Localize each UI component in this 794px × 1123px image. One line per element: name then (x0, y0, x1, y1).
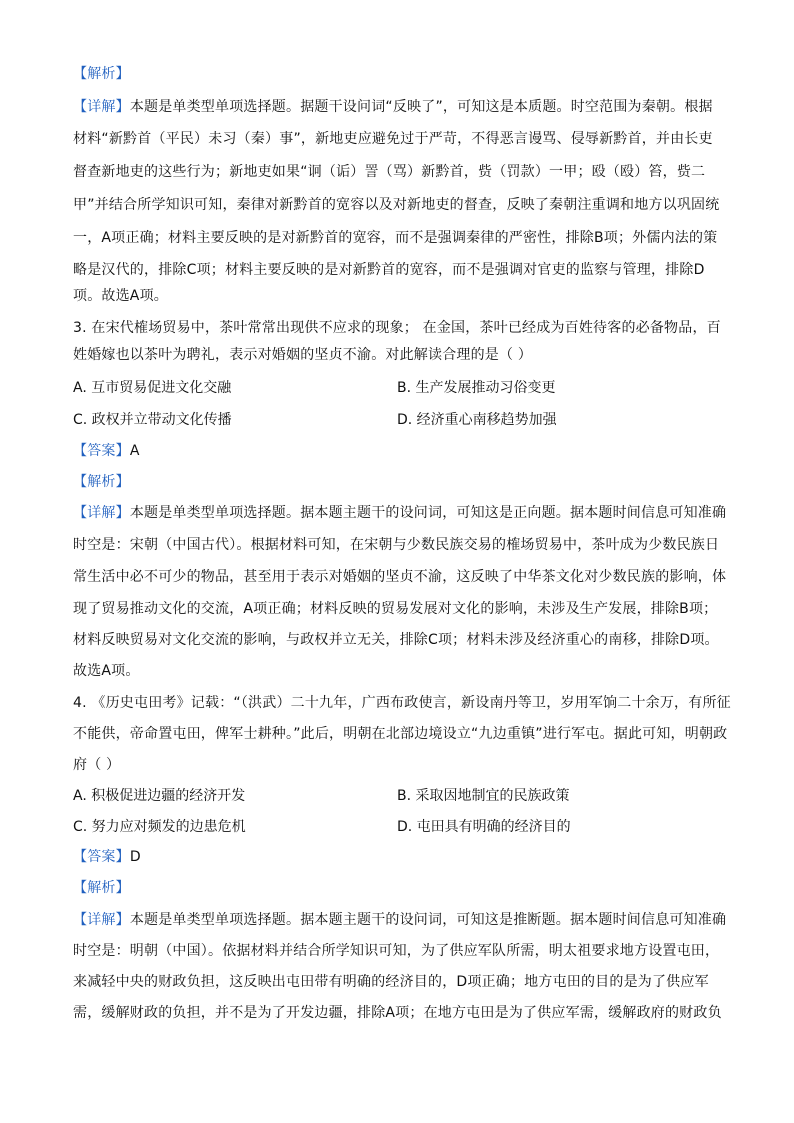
question-3-option-d: D. 经济重心南移趋势加强 (397, 412, 557, 428)
detail-q3-line-4: 现了贸易推动文化的交流，A项正确；材料反映的贸易发展对文化的影响，未涉及生产发展，排除B项； (73, 601, 718, 617)
detail-q3-line-5: 材料反映贸易对文化交流的影响，与政权并立无关，排除C项；材料未涉及经济重心的南移，排除D项。 (73, 632, 719, 648)
question-3-stem-line-1: 3. 在宋代榷场贸易中，茶叶常常出现供不应求的现象； 在金国，茶叶已经成为百姓待客的必备物品，百 (73, 320, 721, 336)
question-4-stem-line-3: 府（ ） (73, 757, 121, 773)
question-4-option-b: B. 采取因地制宜的民族政策 (397, 788, 570, 804)
question-3-stem-line-2: 姓婚嫁也以茶叶为聘礼，表示对婚姻的坚贞不渝。对此解读合理的是（ ） (73, 347, 533, 363)
question-4-answer: 【答案】D (73, 849, 141, 865)
detail-q4-line-1: 【详解】本题是单类型单项选择题。据本题主题干的设问词，可知这是推断题。据本题时间信息可知准确 (73, 912, 727, 928)
detail-q2-line-1: 【详解】本题是单类型单项选择题。据题干设问词“反映了”，可知这是本质题。时空范围为秦朝。根据 (73, 99, 713, 115)
detail-q3-line-3: 常生活中必不可少的物品，甚至用于表示对婚姻的坚贞不渝，这反映了中华茶文化对少数民族的影响，体 (73, 569, 727, 585)
question-4-option-c: C. 努力应对频发的边患危机 (73, 819, 246, 835)
detail-q2-line-6: 略是汉代的，排除C项；材料主要反映的是对新黔首的宽容，而不是强调对官吏的监察与管理，排除D (73, 262, 705, 278)
detail-q2-line-2: 材料“新黔首（平民）未习（秦）事”，新地吏应避免过于严苛，不得恶言谩骂、侵辱新黔首，并由长吏 (73, 131, 713, 147)
question-3-option-b: B. 生产发展推动习俗变更 (397, 380, 556, 396)
detail-q3-line-6: 故选A项。 (73, 663, 140, 679)
detail-q2-line-3: 督查新地吏的这些行为；新地吏如果“诇（诟）詈（骂）新黔首，赀（罚款）一甲；殴（殴）笞，赀二 (73, 164, 706, 180)
detail-q4-line-3: 来减轻中央的财政负担，这反映出屯田带有明确的经济目的，D项正确；地方屯田的目的是为了供应军 (73, 974, 709, 990)
question-4-analysis-heading: 【解析】 (73, 880, 130, 896)
question-4-stem-line-1: 4. 《历史屯田考》记载：“（洪武）二十九年，广西布政使言，新设南丹等卫，岁用军饷二十余万，有所征 (73, 695, 731, 711)
question-3-option-a: A. 互市贸易促进文化交融 (73, 380, 232, 396)
question-3-analysis-heading: 【解析】 (73, 474, 130, 490)
detail-q4-line-2: 时空是：明朝（中国）。依据材料并结合所学知识可知，为了供应军队所需，明太祖要求地方设置屯田， (73, 943, 720, 959)
detail-q3-line-2: 时空是：宋朝（中国古代）。根据材料可知，在宋朝与少数民族交易的榷场贸易中，茶叶成为少数民族日 (73, 537, 720, 553)
question-4-option-d: D. 屯田具有明确的经济目的 (397, 819, 571, 835)
detail-q3-line-1: 【详解】本题是单类型单项选择题。据本题主题干的设问词，可知这是正向题。据本题时间信息可知准确 (73, 505, 727, 521)
question-3-answer: 【答案】A (73, 443, 140, 459)
analysis-heading-q2: 【解析】 (73, 66, 130, 82)
question-4-stem-line-2: 不能供，帝命置屯田，俾军士耕种。”此后，明朝在北部边境设立“九边重镇”进行军屯。据此可知，明朝政 (73, 726, 728, 742)
question-3-option-c: C. 政权并立带动文化传播 (73, 412, 232, 428)
detail-q4-line-4: 需，缓解财政的负担，并不是为了开发边疆，排除A项；在地方屯田是为了供应军需，缓解政府的财政负 (73, 1005, 722, 1021)
detail-q2-line-4: 甲”并结合所学知识可知，秦律对新黔首的宽容以及对新地吏的督查，反映了秦朝注重调和地方以巩固统 (73, 197, 720, 213)
detail-q2-line-5: 一，A项正确；材料主要反映的是对新黔首的宽容，而不是强调秦律的严密性，排除B项；外儒内法的策 (73, 230, 718, 246)
detail-q2-line-7: 项。故选A项。 (73, 288, 168, 304)
question-4-option-a: A. 积极促进边疆的经济开发 (73, 788, 246, 804)
